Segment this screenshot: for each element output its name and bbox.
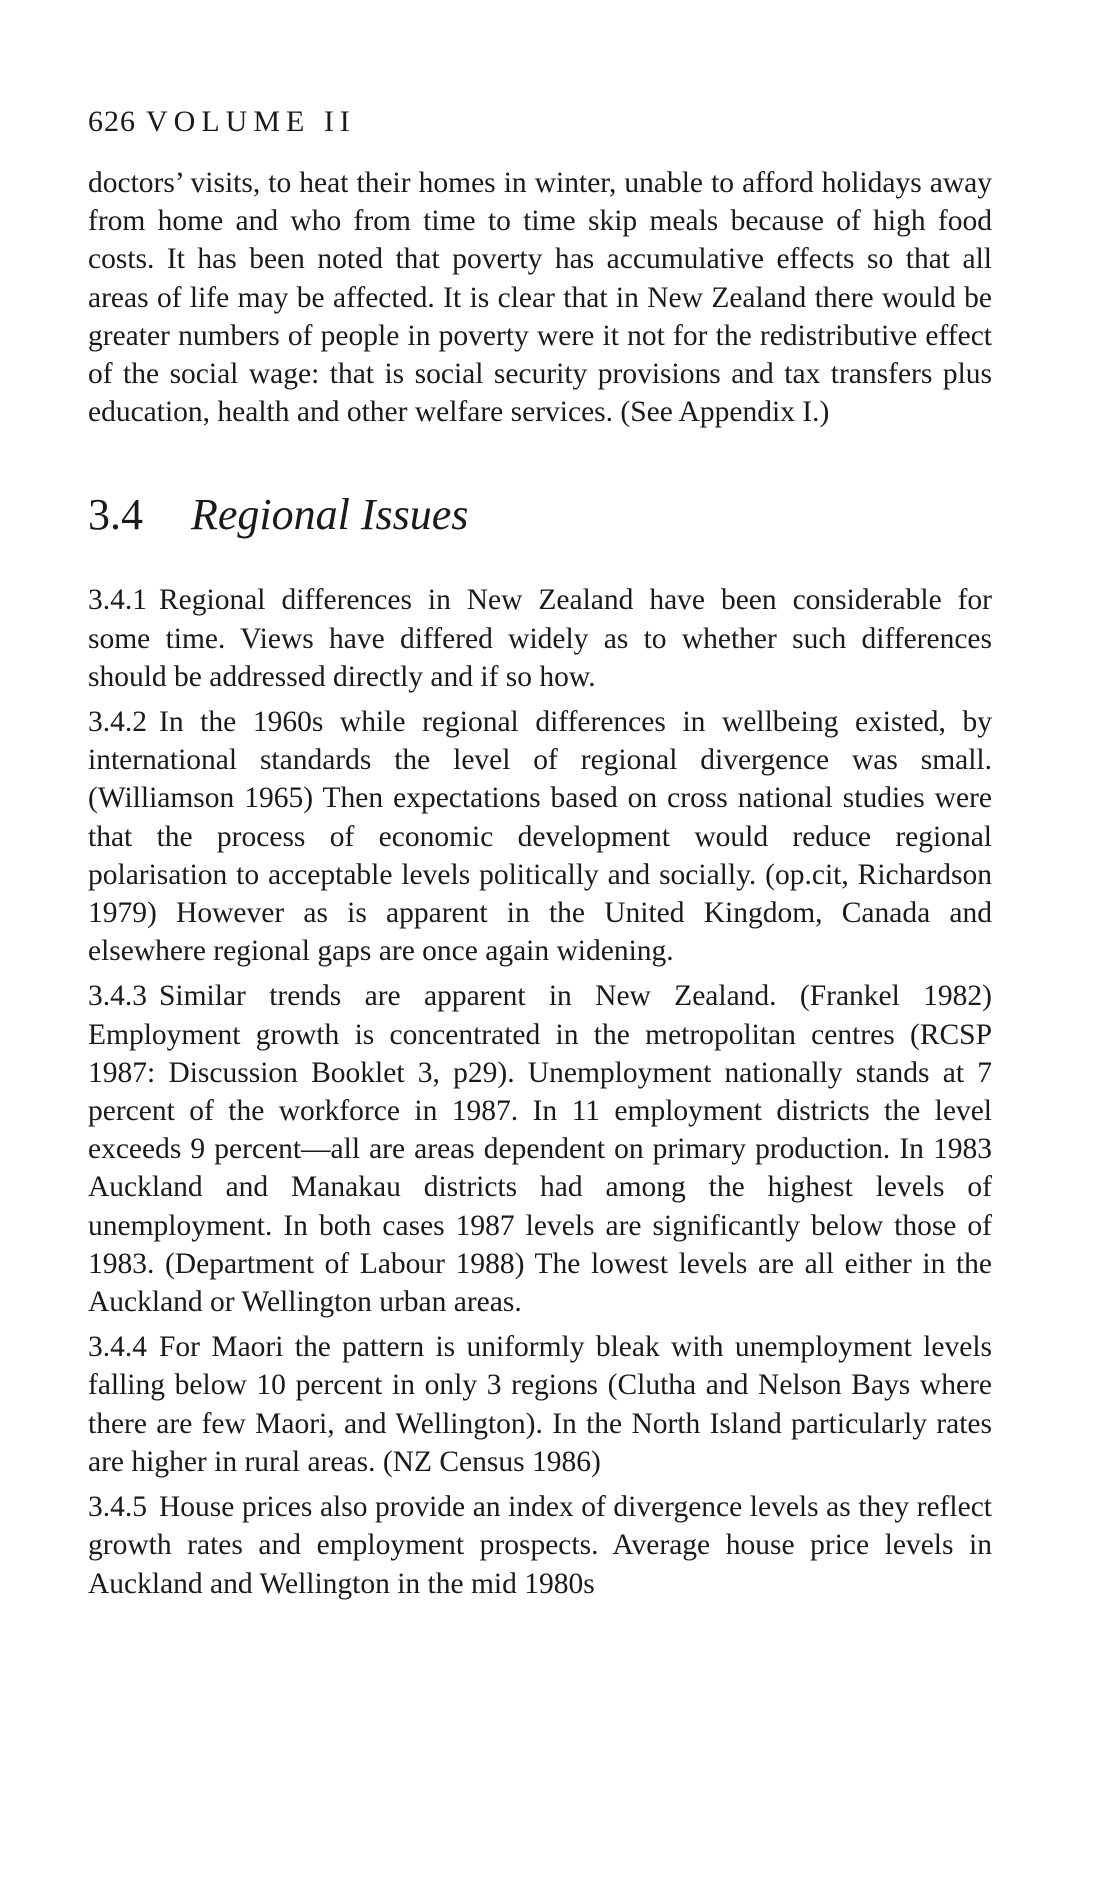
paragraph-text: House prices also provide an index of divergence levels as they reflect growth rates and employment prospects. Average house price levels in Auckland and Wellington in the mid 1980s [88, 1491, 992, 1600]
paragraph-number: 3.4.5 [88, 1491, 147, 1524]
paragraph-3-4-3 [88, 977, 992, 1321]
section-number: 3.4 [88, 490, 143, 540]
paragraph-3-4-1 [88, 581, 992, 696]
paragraph-number: 3.4.3 [88, 980, 147, 1013]
paragraph-number: 3.4.4 [88, 1331, 147, 1364]
page-number: 626 [88, 105, 136, 138]
volume-label: VOLUME II [146, 105, 356, 138]
paragraph-text: In the 1960s while regional differences in wellbeing existed, by international standards the level of regional divergence was small. (Williamson 1965) Then expectations based on cross national studies were that the process of economic development would reduce regional polarisation to acceptable levels politically and socially. (op.cit, Richardson 1979) However as is apparent in the United Kingdom, Canada and elsewhere regional gaps are once again widening. [88, 706, 992, 968]
paragraph-text: Regional differences in New Zealand have been considerable for some time. Views have differed widely as to whether such differences should be addressed directly and if so how. [88, 584, 992, 693]
paragraph-text: For Maori the pattern is uniformly bleak with unemployment levels falling below 10 percent in only 3 regions (Clutha and Nelson Bays where there are few Maori, and Wellington). In the North Island particularly rates are higher in rural areas. (NZ Census 1986) [88, 1331, 992, 1478]
document-page [88, 104, 992, 1603]
paragraph-3-4-2 [88, 703, 992, 970]
paragraph-number: 3.4.1 [88, 584, 147, 617]
paragraph-3-4-5 [88, 1488, 992, 1603]
intro-paragraph: doctors’ visits, to heat their homes in winter, unable to afford holidays away from home and who from time to time skip meals because of high food costs. It has been noted that poverty has accumulative effects so that all areas of life may be affected. It is clear that in New Zealand there would be greater numbers of people in poverty were it not for the redistributive effect of the social wage: that is social security provisions and tax transfers plus education, health and other welfare services. (See Appendix I.) [88, 167, 992, 429]
running-head [88, 104, 992, 140]
section-heading [88, 489, 992, 541]
paragraph-3-4-4 [88, 1328, 992, 1481]
paragraph-number: 3.4.2 [88, 706, 147, 739]
section-title: Regional Issues [191, 490, 469, 540]
paragraph-text: Similar trends are apparent in New Zealand. (Frankel 1982) Employment growth is concentrated in the metropolitan centres (RCSP 1987: Discussion Booklet 3, p29). Unemployment nationally stands at 7 percent of the workforce in 1987. In 11 employment districts the level exceeds 9 percent—all are areas dependent on primary production. In 1983 Auckland and Manakau districts had among the highest levels of unemployment. In both cases 1987 levels are significantly below those of 1983. (Department of Labour 1988) The lowest levels are all either in the Auckland or Wellington urban areas. [88, 980, 992, 1319]
